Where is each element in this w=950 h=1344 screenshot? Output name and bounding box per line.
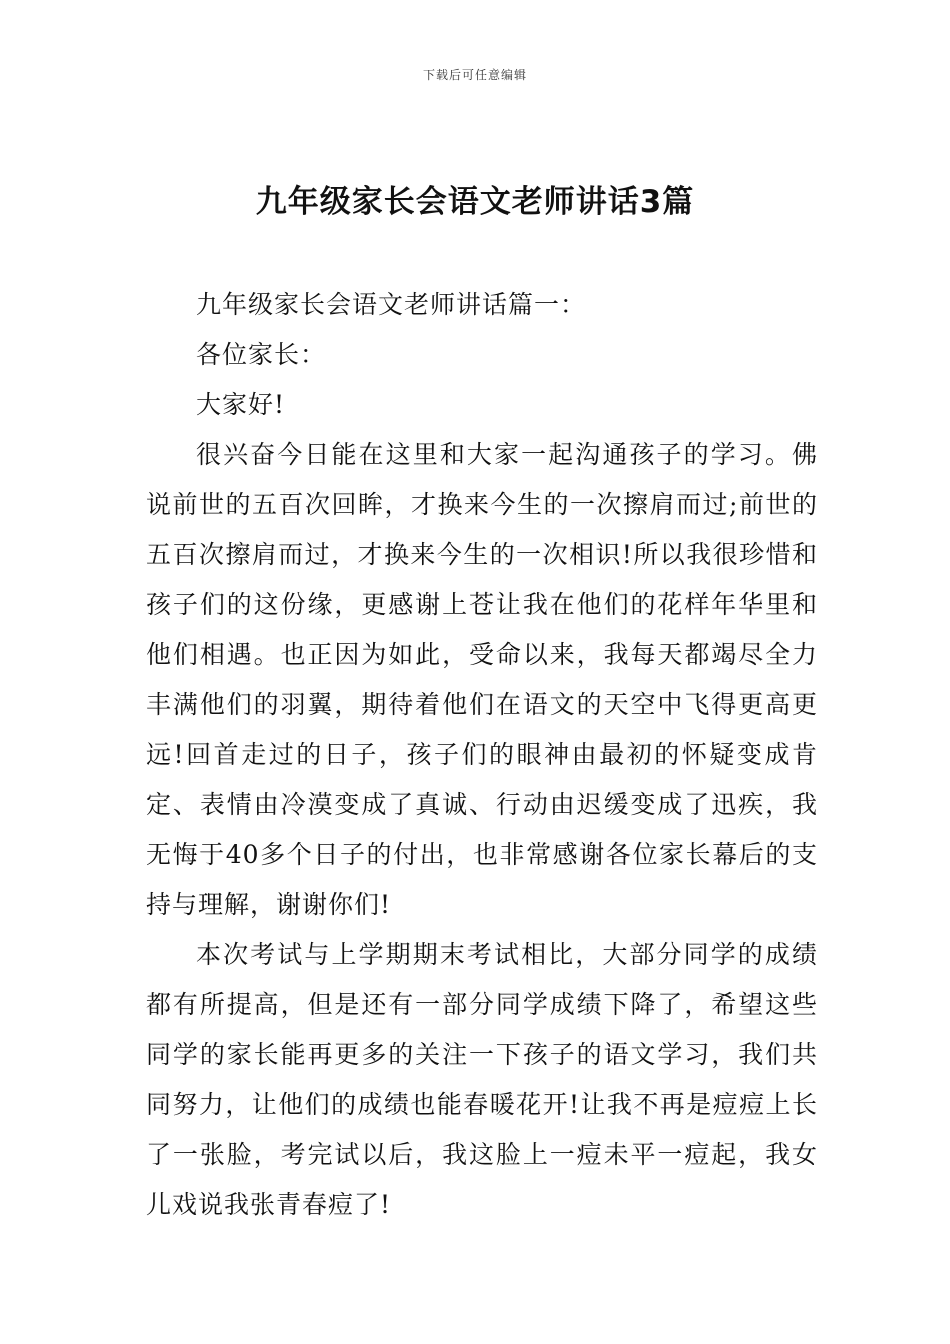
header-note: 下载后可任意编辑 <box>422 68 527 82</box>
document-body <box>146 280 818 1230</box>
body-paragraph: 本次考试与上学期期末考试相比，大部分同学的成绩都有所提高，但是还有一部分同学成绩下降了，希望这些同学的家长能再更多的关注一下孩子的语文学习，我们共同努力，让他们的成绩也能春暖花开!让我不再是痘痘上长了一张脸，考完试以后，我这脸上一痘未平一痘起，我女儿戏说我张青春痘了! <box>146 940 818 1219</box>
greeting: 大家好! <box>196 390 286 419</box>
body-paragraph: 很兴奋今日能在这里和大家一起沟通孩子的学习。佛说前世的五百次回眸，才换来今生的一次擦肩而过;前世的五百次擦肩而过，才换来今生的一次相识!所以我很珍惜和孩子们的这份缘，更感谢上苍让我在他们的花样年华里和他们相遇。也正因为如此，受命以来，我每天都竭尽全力丰满他们的羽翼，期待着他们在语文的天空中飞得更高更远!回首走过的日子，孩子们的眼神由最初的怀疑变成肯定、表情由冷漠变成了真诚、行动由迟缓变成了迅疾，我无悔于40多个日子的付出，也非常感谢各位家长幕后的支持与理解，谢谢你们! <box>146 440 818 919</box>
section-heading: 九年级家长会语文老师讲话篇一： <box>196 290 587 319</box>
salutation: 各位家长： <box>196 340 327 369</box>
document-title: 九年级家长会语文老师讲话3篇 <box>255 184 695 220</box>
